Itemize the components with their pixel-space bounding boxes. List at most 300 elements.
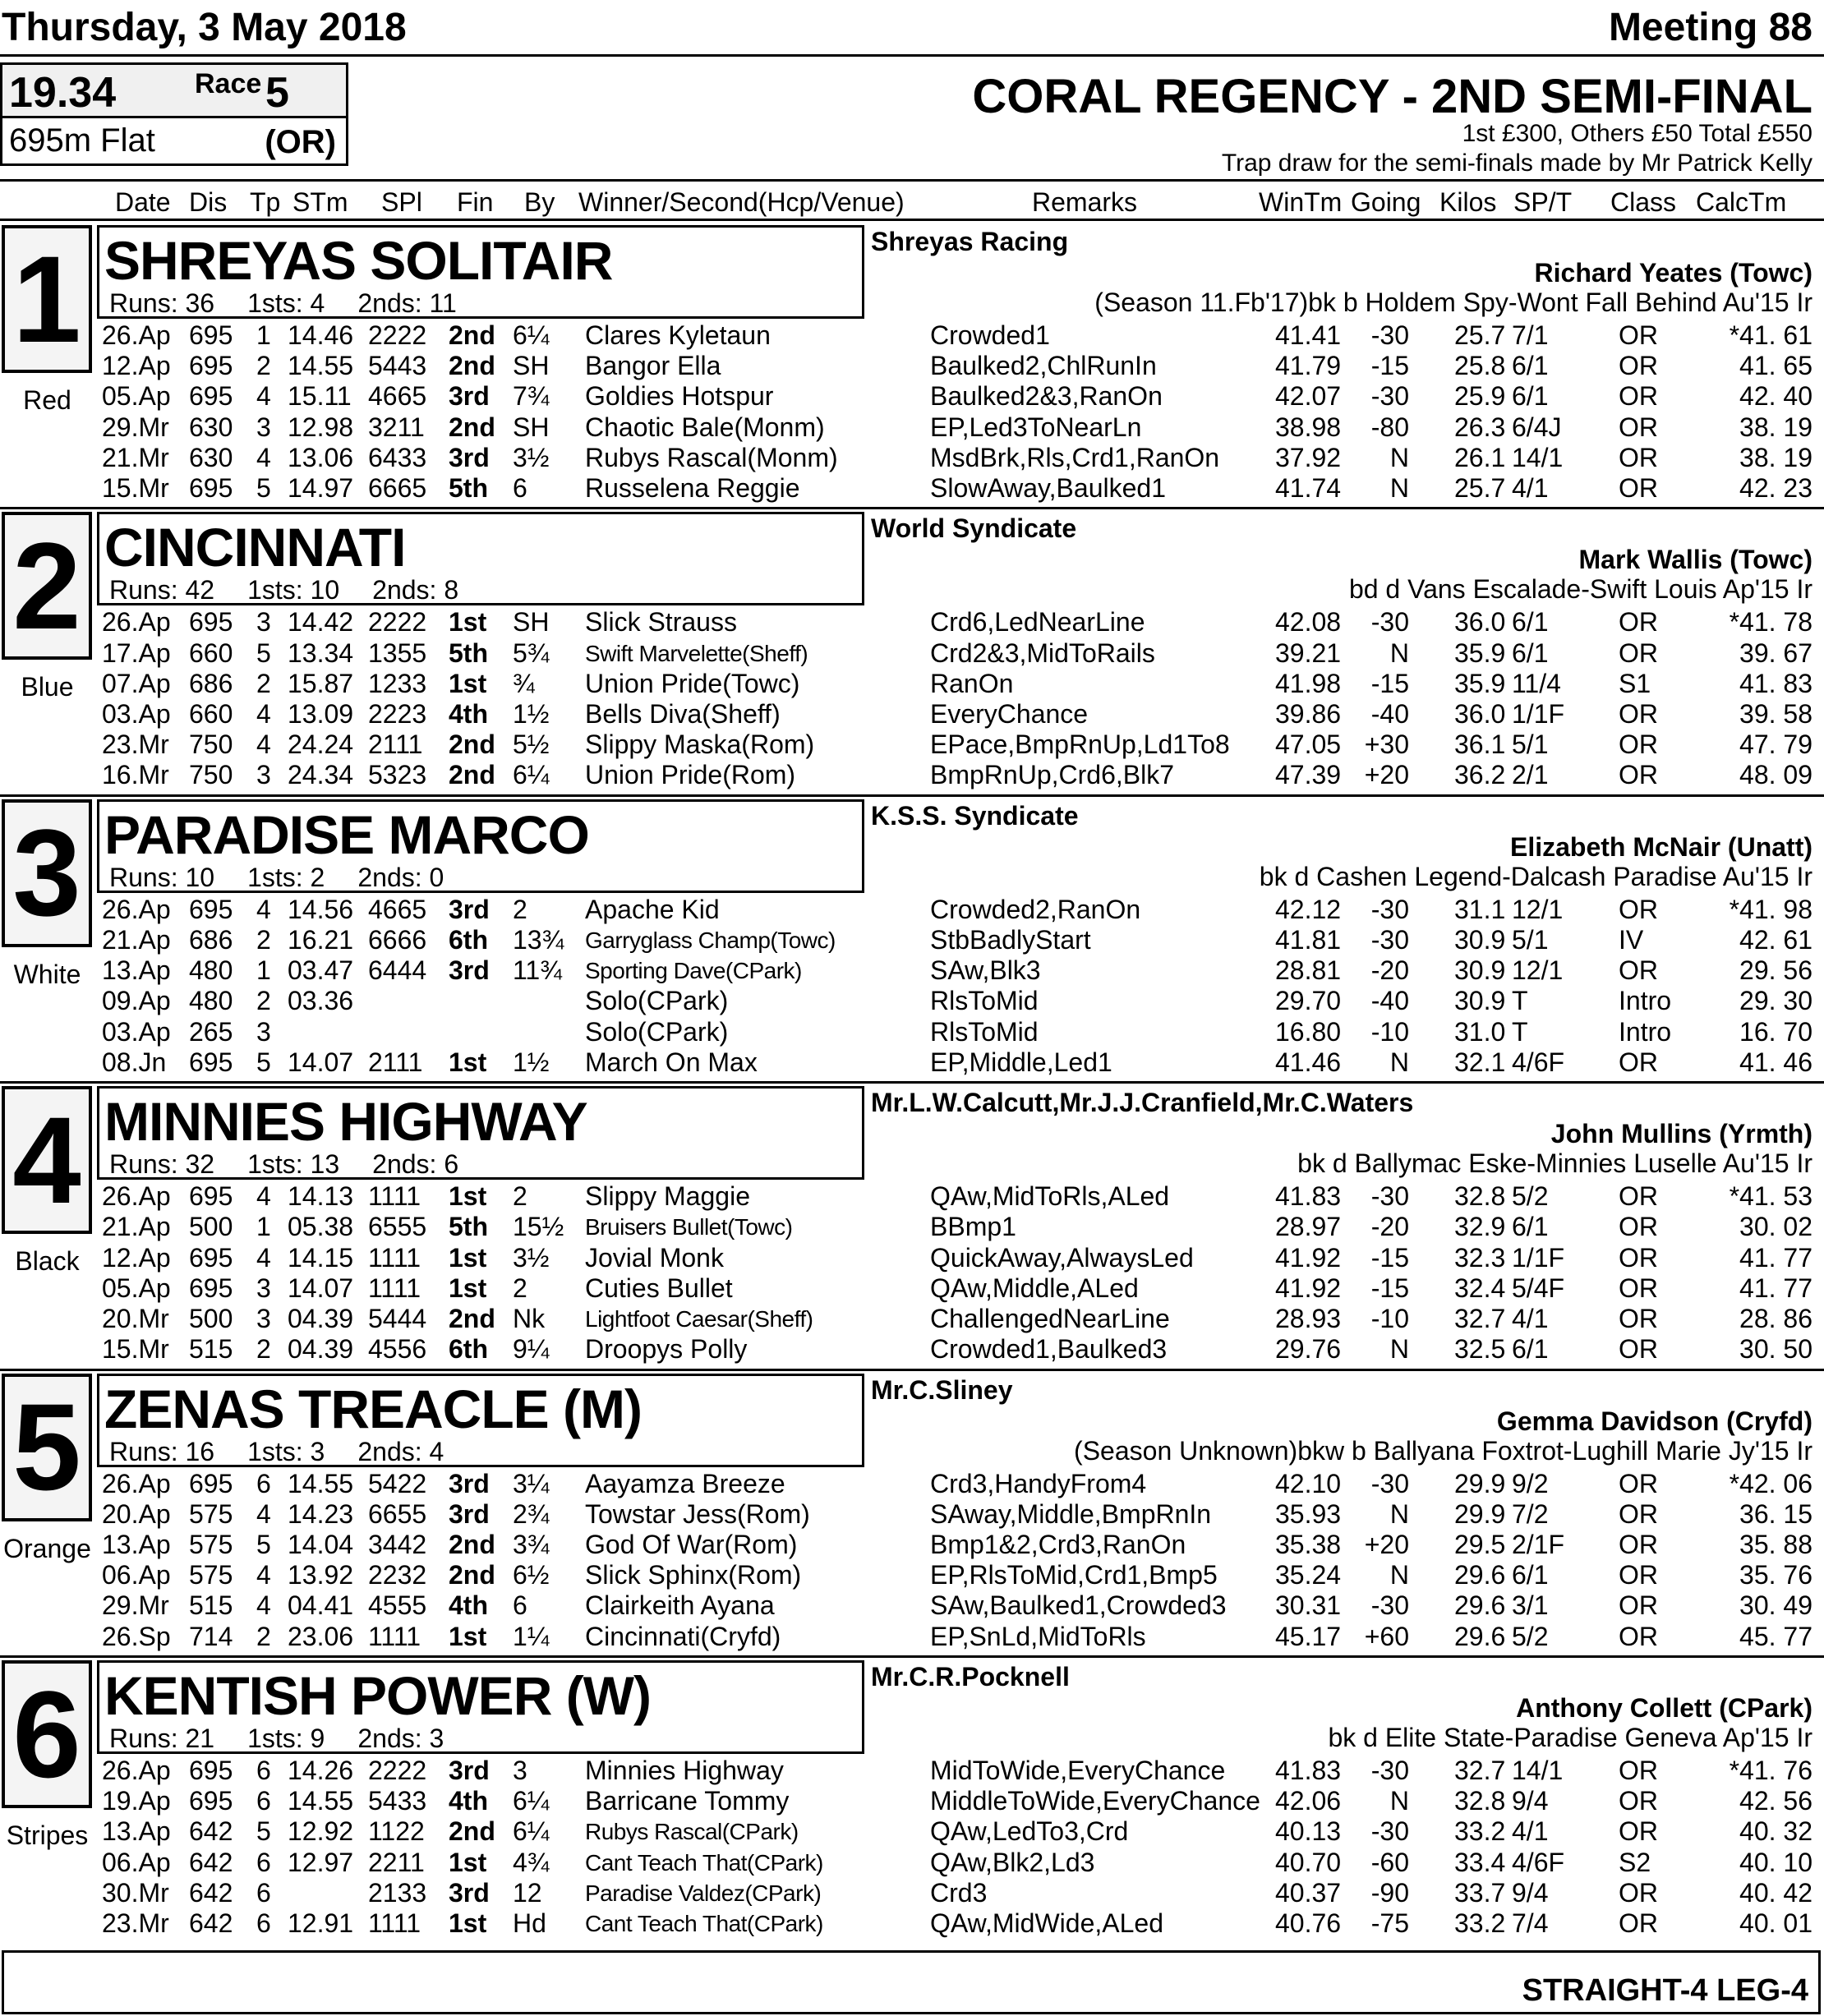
form-remarks: QAw,Middle,ALed [930,1273,1139,1303]
form-finish: 1st [449,1181,487,1212]
form-split: 6444 [368,955,427,986]
form-finish: 2nd [449,1560,495,1590]
trap-colour: Black [15,1246,80,1277]
dog-name: ZENAS TREACLE (M) [104,1378,642,1439]
form-sp: T [1512,986,1528,1016]
form-going: -40 [1370,986,1409,1016]
form-winner-second: Russelena Reggie [585,473,800,503]
form-split: 5443 [368,351,427,381]
form-distance: 660 [189,699,233,729]
form-remarks: Crowded1,Baulked3 [930,1334,1168,1365]
form-distance: 515 [189,1334,233,1365]
form-trap: 6 [256,1468,271,1498]
trainer: Elizabeth McNair (Unatt) [1509,831,1812,862]
form-trap: 5 [256,473,271,503]
form-winner-second: Slick Strauss [585,607,737,637]
form-distance: 642 [189,1847,233,1877]
form-distance: 750 [189,730,233,760]
career-firsts: 1sts: 2 [247,862,325,892]
runner-divider [0,1655,1824,1658]
form-row [0,1181,1824,1212]
form-sectional: 12.98 [288,412,354,442]
form-win-time: 38.98 [1275,412,1342,442]
form-split: 6666 [368,925,427,955]
race-number: 5 [265,69,289,117]
form-calc-time: 35. 76 [1739,1560,1812,1590]
form-row [0,699,1824,730]
form-split: 1122 [368,1816,425,1847]
form-row [0,1756,1824,1786]
form-class: OR [1619,1334,1658,1365]
form-sp: 1/1F [1512,699,1565,729]
form-distance-beaten: SH [513,351,550,381]
form-calc-time: 45. 77 [1739,1621,1812,1651]
form-sp: 5/4F [1512,1273,1565,1303]
form-distance-beaten: 5¾ [513,637,550,668]
form-kilos: 30.9 [1454,925,1506,955]
race-title: CORAL REGENCY - 2ND SEMI-FINAL [972,70,1812,123]
trainer: Mark Wallis (Towc) [1578,545,1812,575]
form-remarks: Crd3 [930,1877,988,1908]
form-class: OR [1619,955,1658,986]
form-date: 21.Ap [102,1212,171,1242]
form-row [0,760,1824,790]
form-remarks: Crd2&3,MidToRails [930,637,1155,668]
form-sectional: 14.15 [288,1242,354,1273]
form-kilos: 36.2 [1454,760,1506,790]
form-winner-second: Slippy Maska(Rom) [585,730,815,760]
form-class: OR [1619,1498,1658,1529]
form-split: 3442 [368,1530,427,1559]
trap-colour: Blue [21,672,74,702]
form-kilos: 26.1 [1454,442,1506,472]
form-split: 2232 [368,1560,427,1590]
form-winner-second: Jovial Monk [585,1242,724,1273]
form-sectional: 03.47 [288,955,354,986]
form-finish: 1st [449,1908,487,1938]
form-going: -30 [1370,925,1409,955]
career-record [109,1149,458,1180]
form-trap: 3 [256,412,271,442]
form-distance: 660 [189,637,233,668]
form-kilos: 32.3 [1454,1242,1506,1273]
form-sectional: 14.04 [288,1530,354,1559]
form-date: 21.Mr [102,442,169,472]
form-calc-time: 42. 61 [1739,925,1812,955]
form-distance: 642 [189,1816,233,1847]
column-header-divider [0,179,1824,182]
form-trap: 4 [256,1242,271,1273]
form-finish: 4th [449,1590,488,1621]
form-remarks: SAw,Blk3 [930,955,1041,986]
form-trap: 2 [256,986,271,1016]
form-split: 1355 [368,637,427,668]
form-date: 26.Ap [102,607,171,637]
form-sectional: 16.21 [288,925,354,955]
form-win-time: 41.46 [1275,1047,1342,1077]
career-record [109,288,457,319]
trap-number: 1 [2,225,92,373]
form-finish: 5th [449,1212,488,1242]
form-kilos: 32.9 [1454,1212,1506,1242]
form-distance-beaten: 2 [513,1273,527,1303]
form-finish: 2nd [449,320,495,350]
form-remarks: QAw,Blk2,Ld3 [930,1847,1095,1877]
form-sectional: 14.07 [288,1273,354,1303]
form-finish: 4th [449,699,488,729]
form-date: 13.Ap [102,1530,171,1559]
form-distance: 686 [189,668,233,698]
form-win-time: 35.93 [1275,1498,1342,1529]
form-finish: 6th [449,1334,488,1365]
form-distance: 695 [189,607,233,637]
form-calc-time: 40. 01 [1739,1908,1812,1938]
form-trap: 4 [256,1181,271,1212]
form-kilos: 29.6 [1454,1560,1506,1590]
form-win-time: 41.79 [1275,351,1342,381]
col-date: Date [115,187,171,217]
career-runs: Runs: 32 [109,1149,215,1180]
form-row [0,381,1824,412]
form-class: OR [1619,637,1658,668]
form-row [0,1530,1824,1560]
form-sectional: 14.46 [288,320,354,350]
form-distance-beaten: 12 [513,1877,542,1908]
col-dis: Dis [189,187,228,217]
career-firsts: 1sts: 3 [247,1436,325,1466]
form-going: +20 [1364,760,1409,790]
form-row [0,1499,1824,1530]
form-kilos: 30.9 [1454,955,1506,986]
form-distance: 630 [189,442,233,472]
dog-name-box [97,1374,864,1467]
race-note: Trap draw for the semi-finals made by Mr Patrick Kelly [1221,150,1812,177]
form-date: 26.Sp [102,1621,171,1651]
form-going: -80 [1370,412,1409,442]
form-sp: 3/1 [1512,1590,1549,1621]
form-remarks: EP,RlsToMid,Crd1,Bmp5 [930,1560,1218,1590]
form-class: OR [1619,1047,1658,1077]
form-row [0,730,1824,760]
form-trap: 3 [256,607,271,637]
form-date: 23.Mr [102,730,169,760]
form-split: 2211 [368,1847,425,1877]
form-kilos: 31.1 [1454,894,1506,924]
form-going: -30 [1370,1181,1409,1212]
form-class: OR [1619,412,1658,442]
form-finish: 2nd [449,351,495,381]
form-win-time: 40.76 [1275,1908,1342,1938]
career-firsts: 1sts: 10 [247,575,340,605]
form-kilos: 30.9 [1454,986,1506,1016]
form-trap: 6 [256,1756,271,1785]
form-date: 15.Mr [102,1334,169,1365]
trap-number: 2 [2,512,92,660]
form-trap: 2 [256,1334,271,1365]
form-class: OR [1619,1590,1658,1621]
form-finish: 3rd [449,442,490,472]
form-trap: 4 [256,699,271,729]
form-trap: 2 [256,925,271,955]
form-win-time: 28.97 [1275,1212,1342,1242]
col-wintm: WinTm [1259,187,1343,217]
form-remarks: MidToWide,EveryChance [930,1756,1226,1785]
career-seconds: 2nds: 11 [357,288,457,318]
form-date: 20.Ap [102,1498,171,1529]
col-calctm: CalcTm [1696,187,1787,217]
form-going: -20 [1370,955,1409,986]
form-trap: 6 [256,1908,271,1938]
dog-name: CINCINNATI [104,517,406,578]
form-win-time: 41.83 [1275,1756,1342,1785]
form-kilos: 36.0 [1454,607,1506,637]
form-trap: 6 [256,1786,271,1816]
form-distance-beaten: 3¼ [513,1468,550,1498]
form-win-time: 40.37 [1275,1877,1342,1908]
form-sp: 4/1 [1512,1816,1549,1847]
form-win-time: 35.24 [1275,1560,1342,1590]
form-distance: 695 [189,1181,233,1212]
form-row [0,351,1824,381]
form-winner-second: Droopys Polly [585,1334,748,1365]
form-remarks: BmpRnUp,Crd6,Blk7 [930,760,1174,790]
form-split: 2222 [368,607,427,637]
form-sectional: 14.26 [288,1756,354,1785]
form-split: 4665 [368,381,427,412]
form-trap: 4 [256,730,271,760]
form-finish: 2nd [449,412,495,442]
form-kilos: 26.3 [1454,412,1506,442]
race-time-panel [2,65,346,118]
form-distance-beaten: 3 [513,1756,527,1785]
form-sp: 6/1 [1512,637,1549,668]
form-going: -30 [1370,381,1409,412]
form-remarks: MiddleToWide,EveryChance [930,1786,1260,1816]
form-sectional: 12.92 [288,1816,354,1847]
form-row [0,607,1824,637]
header-divider [0,54,1824,57]
form-split: 2222 [368,320,427,350]
col-spl: SPl [381,187,422,217]
form-sp: 9/4 [1512,1877,1549,1908]
form-date: 12.Ap [102,1242,171,1273]
runner-divider [0,1081,1824,1084]
form-going: -75 [1370,1908,1409,1938]
form-winner-second: Lightfoot Caesar(Sheff) [585,1306,813,1332]
form-distance: 575 [189,1560,233,1590]
form-trap: 4 [256,442,271,472]
form-winner-second: Slick Sphinx(Rom) [585,1560,802,1590]
form-class: OR [1619,1242,1658,1273]
form-remarks: EP,Led3ToNearLn [930,412,1142,442]
form-class: OR [1619,381,1658,412]
form-sp: 5/2 [1512,1181,1549,1212]
form-date: 19.Ap [102,1786,171,1816]
form-class: OR [1619,1756,1658,1785]
form-distance-beaten: 6¼ [513,1816,550,1847]
form-winner-second: Goldies Hotspur [585,381,774,412]
form-row [0,1047,1824,1078]
form-sp: 6/1 [1512,1560,1549,1590]
form-class: OR [1619,1908,1658,1938]
form-split: 2111 [368,1047,423,1077]
form-sp: 14/1 [1512,442,1564,472]
form-trap: 2 [256,668,271,698]
form-row [0,1908,1824,1939]
form-distance-beaten: 6¼ [513,1786,550,1816]
form-row [0,1212,1824,1242]
form-kilos: 32.8 [1454,1786,1506,1816]
form-calc-time: *41. 78 [1729,607,1812,637]
breeding: bk d Cashen Legend-Dalcash Paradise Au'15 Ir [1259,861,1812,891]
form-sectional: 14.13 [288,1181,354,1212]
form-class: OR [1619,473,1658,503]
form-kilos: 29.9 [1454,1468,1506,1498]
form-finish: 2nd [449,1816,495,1847]
form-sp: 5/1 [1512,730,1549,760]
form-date: 15.Mr [102,473,169,503]
form-row [0,669,1824,699]
form-kilos: 32.1 [1454,1047,1506,1077]
form-distance-beaten: 15½ [513,1212,564,1242]
form-distance: 695 [189,1468,233,1498]
form-date: 12.Ap [102,351,171,381]
form-date: 13.Ap [102,955,171,986]
form-going: N [1389,473,1409,503]
form-going: -20 [1370,1212,1409,1242]
form-sectional: 13.06 [288,442,354,472]
form-going: N [1389,1786,1409,1816]
form-sp: 9/4 [1512,1786,1549,1816]
form-calc-time: 41. 77 [1739,1242,1812,1273]
form-date: 09.Ap [102,986,171,1016]
form-remarks: QuickAway,AlwaysLed [930,1242,1194,1273]
race-grade: (OR) [265,124,336,160]
form-date: 21.Ap [102,925,171,955]
form-date: 07.Ap [102,668,171,698]
form-sectional: 14.55 [288,351,354,381]
form-split: 2111 [368,730,423,760]
breeding: bk d Elite State-Paradise Geneva Ap'15 Ir [1328,1723,1812,1752]
form-remarks: RanOn [930,668,1014,698]
form-calc-time: 29. 56 [1739,955,1812,986]
form-sp: 4/1 [1512,1304,1549,1333]
form-win-time: 42.06 [1275,1786,1342,1816]
form-winner-second: Sporting Dave(CPark) [585,958,802,984]
form-calc-time: 30. 02 [1739,1212,1812,1242]
form-remarks: EP,Middle,Led1 [930,1047,1112,1077]
form-distance: 750 [189,760,233,790]
owner: Mr.C.R.Pocknell [871,1662,1070,1692]
form-distance: 695 [189,1273,233,1303]
form-distance-beaten: 6 [513,473,527,503]
form-distance: 686 [189,925,233,955]
form-class: OR [1619,1304,1658,1333]
form-finish: 1st [449,1847,487,1877]
form-sp: 12/1 [1512,894,1564,924]
form-winner-second: Cant Teach That(CPark) [585,1849,823,1876]
form-winner-second: Rubys Rascal(Monm) [585,442,838,472]
form-finish: 1st [449,607,487,637]
form-finish: 5th [449,637,488,668]
form-going: -40 [1370,699,1409,729]
form-split: 6555 [368,1212,427,1242]
form-going: -10 [1370,1016,1409,1047]
form-distance-beaten: 3¾ [513,1530,550,1559]
form-sp: 12/1 [1512,955,1564,986]
trap-number: 3 [2,799,92,947]
dog-name: MINNIES HIGHWAY [104,1091,587,1153]
form-trap: 2 [256,351,271,381]
form-distance: 695 [189,320,233,350]
form-date: 26.Ap [102,1181,171,1212]
career-seconds: 2nds: 8 [372,575,459,605]
form-remarks: Baulked2&3,RanOn [930,381,1163,412]
form-win-time: 47.39 [1275,760,1342,790]
form-winner-second: March On Max [585,1047,758,1077]
form-class: OR [1619,1181,1658,1212]
form-distance: 500 [189,1304,233,1333]
form-remarks: Bmp1&2,Crd3,RanOn [930,1530,1186,1559]
form-sectional: 12.97 [288,1847,354,1877]
form-calc-time: 40. 10 [1739,1847,1812,1877]
form-winner-second: Cuties Bullet [585,1273,733,1303]
form-sp: 7/4 [1512,1908,1549,1938]
form-distance: 265 [189,1016,233,1047]
form-sectional: 04.39 [288,1334,354,1365]
form-class: OR [1619,1877,1658,1908]
form-win-time: 29.70 [1275,986,1342,1016]
form-date: 26.Ap [102,1468,171,1498]
form-remarks: QAw,MidToRls,ALed [930,1181,1170,1212]
form-trap: 3 [256,760,271,790]
form-winner-second: Solo(CPark) [585,986,729,1016]
form-date: 05.Ap [102,1273,171,1303]
form-calc-time: 36. 15 [1739,1498,1812,1529]
form-going: -30 [1370,894,1409,924]
career-record [109,1437,444,1467]
form-split: 5444 [368,1304,427,1333]
form-row [0,1786,1824,1816]
form-calc-time: 41. 65 [1739,351,1812,381]
form-trap: 4 [256,894,271,924]
form-sp: 6/4J [1512,412,1562,442]
form-row [0,1469,1824,1499]
career-runs: Runs: 42 [109,575,215,605]
form-split: 1111 [368,1242,421,1273]
form-remarks: SAway,Middle,BmpRnIn [930,1498,1212,1529]
form-sp: 1/1F [1512,1242,1565,1273]
form-finish: 4th [449,1786,488,1816]
form-finish: 2nd [449,1530,495,1559]
form-distance: 575 [189,1530,233,1559]
form-date: 03.Ap [102,699,171,729]
owner: Shreyas Racing [871,227,1069,256]
form-kilos: 32.7 [1454,1756,1506,1785]
form-remarks: RlsToMid [930,986,1039,1016]
form-win-time: 41.98 [1275,668,1342,698]
form-date: 17.Ap [102,637,171,668]
form-split: 4556 [368,1334,427,1365]
form-distance-beaten: 6¼ [513,760,550,790]
form-distance: 642 [189,1877,233,1908]
form-finish: 3rd [449,1756,490,1785]
form-kilos: 29.6 [1454,1621,1506,1651]
form-class: OR [1619,1786,1658,1816]
form-going: -90 [1370,1877,1409,1908]
form-calc-time: 41. 77 [1739,1273,1812,1303]
form-finish: 3rd [449,381,490,412]
